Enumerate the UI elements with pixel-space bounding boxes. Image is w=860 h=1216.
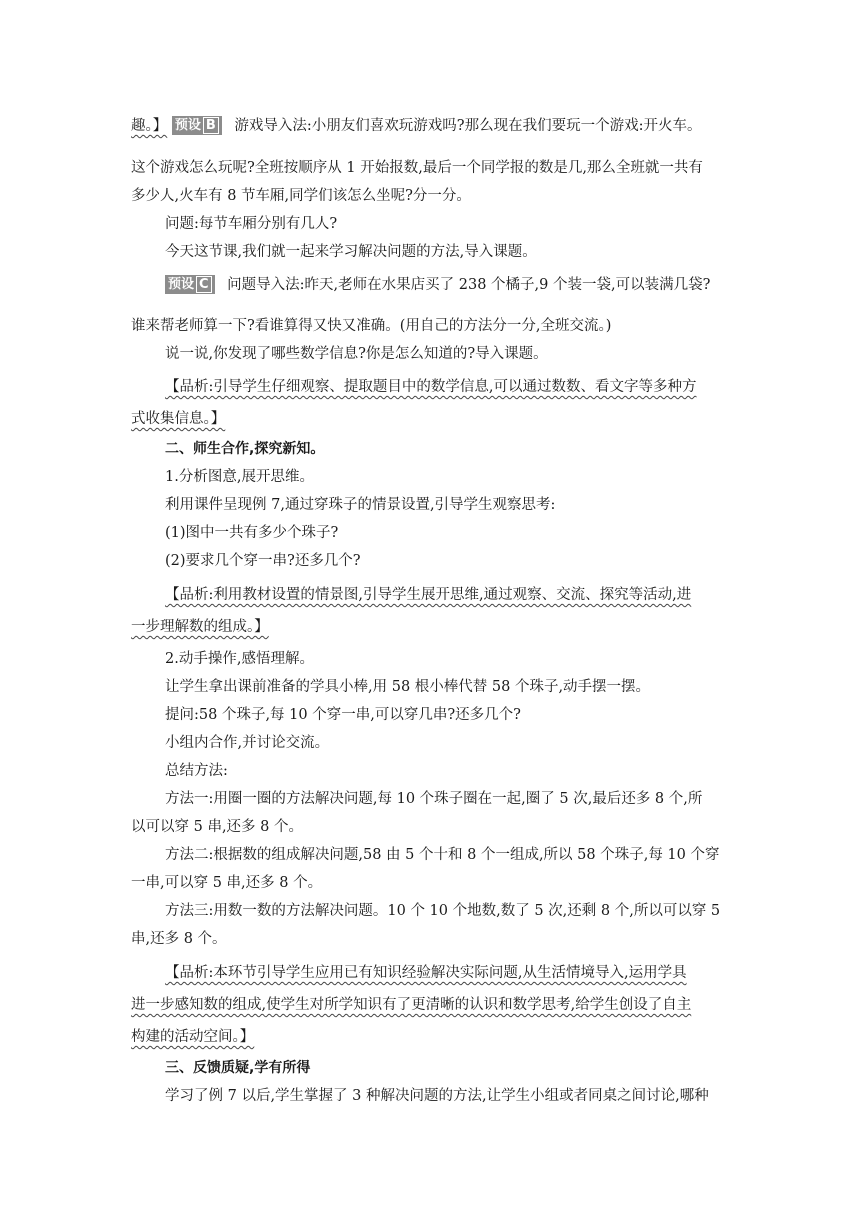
line-27: 方法三:用数一数的方法解决问题。10 个 10 个地数,数了 5 次,还剩 8 个,所以可以穿 5 [165,903,721,919]
line-7: 谁来帮老师算一下?看谁算得又快又准确。(用自己的方法分一分,全班交流。) [131,318,612,334]
line-5: 今天这节课,我们就一起来学习解决问题的方法,导入课题。 [165,244,537,260]
line-21: 小组内合作,并讨论交流。 [165,735,330,751]
line-6 [165,275,710,295]
line-24: 以可以穿 5 串,还多 8 个。 [131,819,303,835]
line-2: 这个游戏怎么玩呢?全班按顺序从 1 开始报数,最后一个同学报的数是几,那么全班就一共有 [131,160,703,176]
annotation-tail: 趣。】 [131,118,168,134]
preset-letter: C [196,276,212,293]
line-18: 2.动手操作,感悟理解。 [165,651,314,667]
line-14: (1)图中一共有多少个珠子? [165,525,339,541]
line-12: 1.分析图意,展开思维。 [165,469,314,485]
line-25: 方法二:根据数的组成解决问题,58 由 5 个十和 8 个一组成,所以 58 个珠子,每 10 个穿 [165,847,720,863]
analysis-note-3b: 进一步感知数的组成,使学生对所学知识有了更清晰的认识和数学思考,给学生创设了自主 [131,997,692,1013]
analysis-note-1a: 【品析:引导学生仔细观察、提取题目中的数学信息,可以通过数数、看文字等多种方 [165,379,697,395]
analysis-note-3c: 构建的活动空间。】 [131,1029,255,1045]
line-33: 学习了例 7 以后,学生掌握了 3 种解决问题的方法,让学生小组或者同桌之间讨论,哪种 [165,1088,709,1104]
preset-badge-b: 预设 B [172,116,222,135]
line-8: 说一说,你发现了哪些数学信息?你是怎么知道的?导入课题。 [165,346,548,362]
line-28: 串,还多 8 个。 [131,931,227,947]
line-13: 利用课件呈现例 7,通过穿珠子的情景设置,引导学生观察思考: [165,497,556,513]
preset-badge-c: 预设 C [165,275,215,294]
line-26: 一串,可以穿 5 串,还多 8 个。 [131,875,323,891]
line-text: 游戏导入法:小朋友们喜欢玩游戏吗?那么现在我们要玩一个游戏:开火车。 [234,118,702,134]
line-20: 提问:58 个珠子,每 10 个穿一串,可以穿几串?还多几个? [165,707,521,723]
line-23: 方法一:用圈一圈的方法解决问题,每 10 个珠子圈在一起,圈了 5 次,最后还多 8 个,所 [165,791,703,807]
section-heading-2: 二、师生合作,探究新知。 [165,441,325,457]
analysis-note-1b: 式收集信息。】 [131,411,226,427]
line-15: (2)要求几个穿一串?还多几个? [165,553,361,569]
analysis-note-3a: 【品析:本环节引导学生应用已有知识经验解决实际问题,从生活情境导入,运用学具 [165,965,687,981]
line-text: 问题导入法:昨天,老师在水果店买了 238 个橘子,9 个装一袋,可以装满几袋? [227,277,711,293]
line-4: 问题:每节车厢分别有几人? [165,216,338,232]
analysis-note-2b: 一步理解数的组成。】 [131,619,269,635]
preset-letter: B [203,117,219,134]
analysis-note-2a: 【品析:利用教材设置的情景图,引导学生展开思维,通过观察、交流、探究等活动,进 [165,587,692,603]
line-22: 总结方法: [165,763,228,779]
line-1 [131,116,701,136]
line-3: 多少人,火车有 8 节车厢,同学们该怎么坐呢?分一分。 [131,188,471,204]
section-heading-3: 三、反馈质疑,学有所得 [165,1060,311,1076]
line-19: 让学生拿出课前准备的学具小棒,用 58 根小棒代替 58 个珠子,动手摆一摆。 [165,679,651,695]
